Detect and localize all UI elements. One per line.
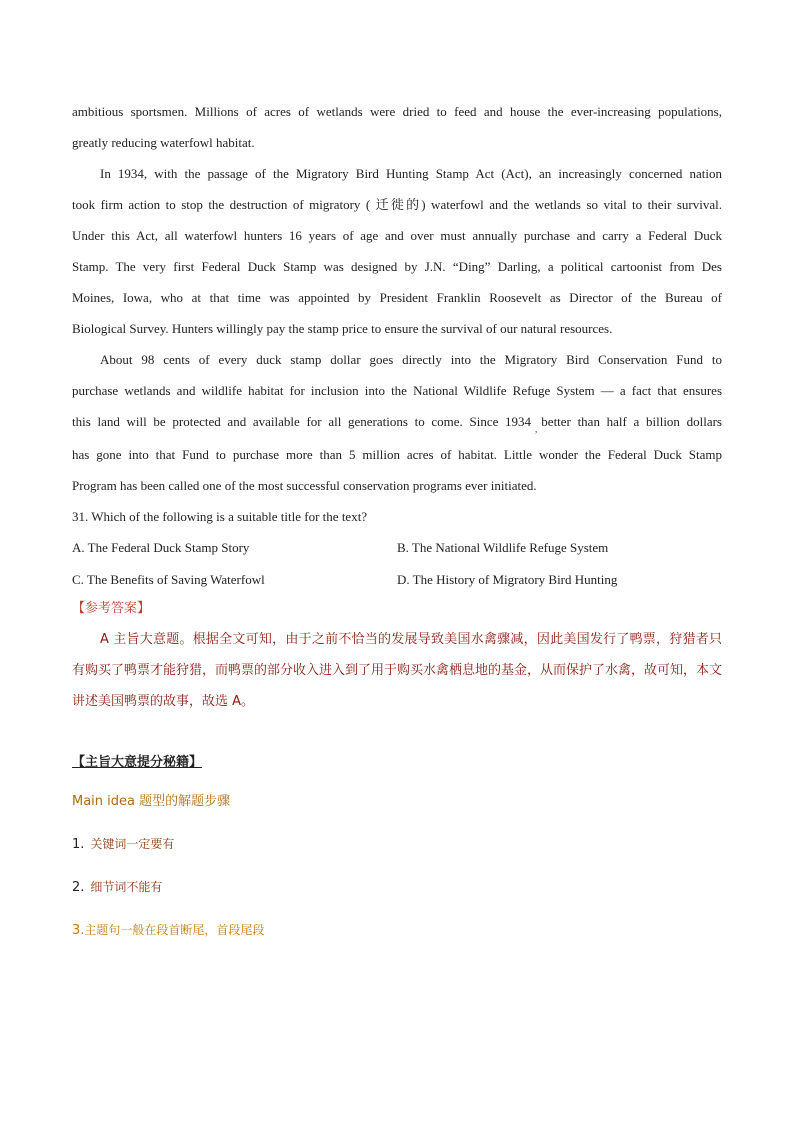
step-number: 3. <box>72 923 85 938</box>
text-line: ambitious sportsmen. Millions of acres of wetlands were dried to feed and house the ever-increasing populations, <box>72 104 722 119</box>
paragraph-3 <box>72 344 722 501</box>
text-line: Moines, Iowa, who at that time was appointed by President Franklin Roosevelt as Director of the Bureau of <box>72 290 722 305</box>
step-2 <box>72 876 722 899</box>
question-stem: 31. Which of the following is a suitable title for the text? <box>72 509 368 524</box>
tips-title: 【主旨大意提分秘籍】 <box>72 755 203 770</box>
text-line: purchase wetlands and wildlife habitat for inclusion into the National Wildlife Refuge System — a fact that ensures <box>72 383 722 398</box>
step-text: 关键词一定要有 <box>90 837 175 851</box>
option-d: D. The History of Migratory Bird Hunting <box>397 572 618 587</box>
stray-comma: , <box>535 424 538 434</box>
tips-subtitle: Main idea 题型的解题步骤 <box>72 794 231 809</box>
text-line: About 98 cents of every duck stamp dollar goes directly into the Migratory Bird Conservation Fund to <box>100 352 722 367</box>
option-a: A. The Federal Duck Stamp Story <box>72 540 250 555</box>
text-line: took firm action to stop the destruction of migratory ( 迁徙的) waterfowl and the wetlands so vital to their survival. <box>72 197 722 212</box>
document-page <box>72 96 722 942</box>
step-3 <box>72 919 722 942</box>
step-number: 2. <box>72 880 85 895</box>
text-line-split <box>72 406 722 439</box>
text-line: greatly reducing waterfowl habitat. <box>72 135 255 150</box>
text-segment: this land will be protected and available for all generations to come. Since 1934 <box>72 414 532 429</box>
paragraph-1 <box>72 96 722 158</box>
text-line: Under this Act, all waterfowl hunters 16 years of age and over must annually purchase and carry a Federal Duck <box>72 228 722 243</box>
text-line: has gone into that Fund to purchase more than 5 million acres of habitat. Little wonder the Federal Duck Stamp <box>72 447 722 462</box>
text-line: In 1934, with the passage of the Migratory Bird Hunting Stamp Act (Act), an increasingly concerned nation <box>100 166 722 181</box>
answer-options <box>72 532 722 596</box>
answer-explanation: A 主旨大意题。根据全文可知，由于之前不恰当的发展导致美国水禽骤减，因此美国发行了鸭票，狩猎者只有购买了鸭票才能狩猎，而鸭票的部分收入进入到了用于购买水禽栖息地的基金，从而保护了水禽，故可知，本文讲述美国鸭票的故事，故选 A。 <box>72 632 723 709</box>
step-text: 主题句一般在段首断尾，首段尾段 <box>84 923 265 937</box>
text-line: Stamp. The very first Federal Duck Stamp was designed by J.N. “Ding” Darling, a political cartoonist from Des <box>72 259 722 274</box>
paragraph-2 <box>72 158 722 344</box>
text-line: Biological Survey. Hunters willingly pay the stamp price to ensure the survival of our natural resources. <box>72 321 613 336</box>
step-number: 1. <box>72 837 85 852</box>
option-c: C. The Benefits of Saving Waterfowl <box>72 572 265 587</box>
text-line: Program has been called one of the most successful conservation programs ever initiated. <box>72 478 537 493</box>
answer-heading: 【参考答案】 <box>72 601 151 616</box>
text-segment: better than half a billion dollars <box>541 414 722 429</box>
option-b: B. The National Wildlife Refuge System <box>397 540 609 555</box>
step-text: 细节词不能有 <box>90 880 163 894</box>
step-1 <box>72 833 722 856</box>
